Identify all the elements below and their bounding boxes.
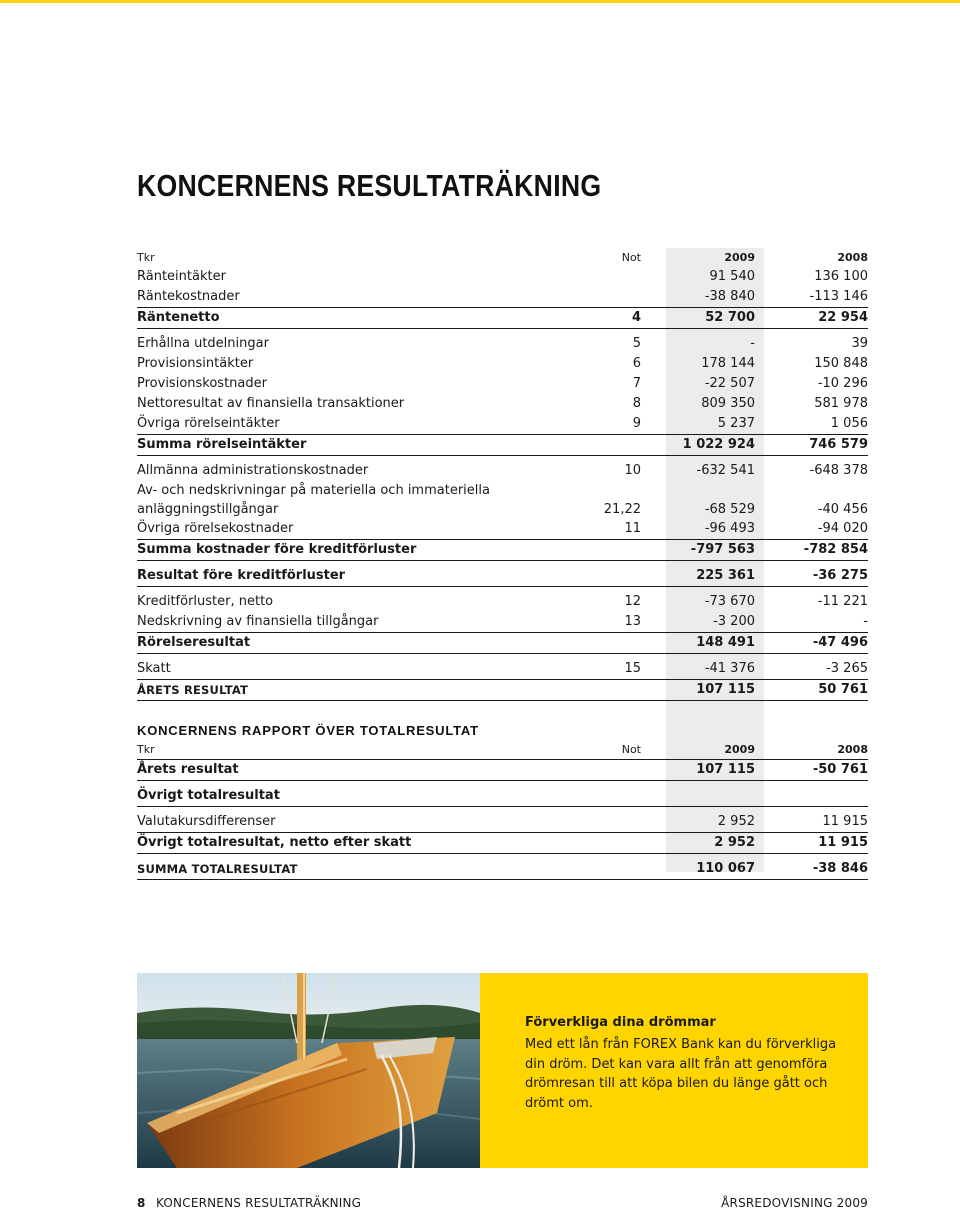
value-2009: -96 493 — [704, 521, 755, 536]
table-row — [137, 267, 868, 287]
footer-report-name: ÅRSREDOVISNING 2009 — [721, 1196, 868, 1210]
row-label: Resultat före kreditförluster — [137, 568, 346, 583]
note-ref: 21,22 — [603, 502, 641, 517]
value-2009: 1 022 924 — [682, 437, 755, 452]
note-ref: 6 — [632, 356, 641, 371]
value-2008: -94 020 — [817, 521, 868, 536]
note-ref: 9 — [632, 416, 641, 431]
subtotal-row — [137, 832, 868, 854]
table-header — [137, 741, 868, 759]
value-2009: -3 200 — [713, 614, 755, 629]
row-label: Provisionskostnader — [137, 376, 267, 391]
row-label: Nettoresultat av finansiella transaktioner — [137, 396, 405, 411]
row-label — [137, 481, 490, 519]
row-label: Summa rörelseintäkter — [137, 437, 307, 452]
sailboat-photo — [137, 973, 480, 1168]
value-2009: 178 144 — [701, 356, 755, 371]
row-label: Summa kostnader före kreditförluster — [137, 542, 417, 557]
row-label: Övriga rörelseintäkter — [137, 416, 280, 431]
section-title: KONCERNENS RAPPORT ÖVER TOTALRESULTAT — [137, 723, 479, 738]
row-label: Provisionsintäkter — [137, 356, 254, 371]
page-title: KONCERNENS RESULTATRÄKNING — [137, 168, 602, 203]
value-2008: -10 296 — [817, 376, 868, 391]
value-2009: -797 563 — [690, 542, 755, 557]
value-2008: -50 761 — [812, 762, 868, 777]
value-2008: 11 915 — [818, 835, 868, 850]
value-2008: 1 056 — [830, 416, 868, 431]
note-ref: 15 — [624, 661, 641, 676]
row-label-line-2: anläggningstillgångar — [137, 502, 279, 517]
value-2008: 136 100 — [814, 269, 868, 284]
net-result-row — [137, 679, 868, 701]
subtotal-row — [137, 539, 868, 561]
header-year-2009: 2009 — [724, 251, 755, 264]
value-2008: - — [863, 614, 868, 629]
row-label: Övrigt totalresultat — [137, 788, 280, 803]
value-2009: 107 115 — [696, 682, 755, 697]
value-2009: 91 540 — [709, 269, 755, 284]
table-row — [137, 612, 868, 632]
note-ref: 10 — [624, 463, 641, 478]
subtotal-row — [137, 632, 868, 654]
row-label: Erhållna utdelningar — [137, 336, 269, 351]
footer-section-title: KONCERNENS RESULTATRÄKNING — [156, 1196, 362, 1210]
row-label: Ränteintäkter — [137, 269, 226, 284]
table-row — [137, 287, 868, 307]
header-unit: Tkr — [137, 743, 155, 756]
subtotal-row — [137, 434, 868, 456]
table-row — [137, 461, 868, 481]
table-row — [137, 519, 868, 539]
subtotal-row — [137, 786, 868, 807]
table-row — [137, 812, 868, 832]
table-row — [137, 659, 868, 679]
row-label-line-1: Av- och nedskrivningar på materiella och immateriella — [137, 483, 490, 498]
row-label: Räntekostnader — [137, 289, 240, 304]
table-header — [137, 249, 868, 267]
note-ref: 4 — [631, 310, 641, 325]
value-2008: -782 854 — [803, 542, 868, 557]
total-result-table — [137, 741, 868, 885]
row-label: Årets resultat — [137, 762, 239, 777]
value-2009: -38 840 — [704, 289, 755, 304]
table-row — [137, 354, 868, 374]
value-2008: -36 275 — [812, 568, 868, 583]
table-row — [137, 334, 868, 354]
value-2009: -68 529 — [704, 502, 755, 517]
note-ref: 12 — [624, 594, 641, 609]
value-2009: 225 361 — [696, 568, 755, 583]
value-2009: -22 507 — [704, 376, 755, 391]
value-2009: - — [750, 336, 755, 351]
table-row — [137, 592, 868, 612]
subtotal-row — [137, 566, 868, 587]
value-2008: 150 848 — [814, 356, 868, 371]
value-2009: 110 067 — [696, 861, 755, 876]
note-ref: 13 — [624, 614, 641, 629]
value-2008: 39 — [851, 336, 868, 351]
value-2008: -47 496 — [812, 635, 868, 650]
row-label: Kreditförluster, netto — [137, 594, 274, 609]
value-2008: -38 846 — [812, 861, 868, 876]
header-year-2008: 2008 — [837, 251, 868, 264]
header-note: Not — [621, 251, 641, 264]
value-2009: 52 700 — [705, 310, 755, 325]
note-ref: 7 — [632, 376, 641, 391]
row-label: Allmänna administrationskostnader — [137, 463, 369, 478]
value-2008: 50 761 — [818, 682, 868, 697]
note-ref: 11 — [624, 521, 641, 536]
value-2008: 746 579 — [809, 437, 868, 452]
subtotal-row — [137, 307, 868, 329]
top-accent-bar — [0, 0, 960, 3]
row-label: Räntenetto — [137, 310, 220, 325]
value-2009: 2 952 — [717, 814, 755, 829]
value-2009: 107 115 — [696, 762, 755, 777]
page-number: 8 — [137, 1196, 146, 1210]
value-2008: -3 265 — [826, 661, 868, 676]
row-label: Rörelseresultat — [137, 635, 251, 650]
value-2009: 5 237 — [717, 416, 755, 431]
subtotal-row — [137, 759, 868, 781]
note-ref: 5 — [632, 336, 641, 351]
header-unit: Tkr — [137, 251, 155, 264]
table-row — [137, 394, 868, 414]
promo-body: Med ett lån från FOREX Bank kan du förverkliga din dröm. Det kan vara allt från att genomföra drömresan till att köpa bilen du länge gått och drömt om. — [525, 1037, 837, 1111]
value-2009: 148 491 — [696, 635, 755, 650]
value-2009: 2 952 — [714, 835, 755, 850]
value-2009: -41 376 — [704, 661, 755, 676]
table-row — [137, 374, 868, 394]
row-label: Valutakursdifferenser — [137, 814, 276, 829]
value-2008: 11 915 — [822, 814, 868, 829]
row-label: Nedskrivning av finansiella tillgångar — [137, 614, 379, 629]
value-2009: -632 541 — [696, 463, 755, 478]
value-2008: -40 456 — [817, 502, 868, 517]
grand-total-row — [137, 859, 868, 880]
value-2008: 581 978 — [814, 396, 868, 411]
sailboat-illustration — [137, 973, 480, 1168]
table-row — [137, 414, 868, 434]
row-label: ÅRETS RESULTAT — [137, 683, 249, 697]
value-2009: 809 350 — [701, 396, 755, 411]
row-label: Övriga rörelsekostnader — [137, 521, 294, 536]
value-2008: -113 146 — [809, 289, 868, 304]
table-row — [137, 481, 868, 519]
promo-title: Förverkliga dina drömmar — [525, 1015, 716, 1030]
value-2008: -11 221 — [817, 594, 868, 609]
income-statement-table — [137, 249, 868, 706]
promo-box — [480, 973, 868, 1168]
row-label: SUMMA TOTALRESULTAT — [137, 862, 298, 876]
header-year-2008: 2008 — [837, 743, 868, 756]
row-label: Skatt — [137, 661, 171, 676]
header-note: Not — [621, 743, 641, 756]
value-2009: -73 670 — [704, 594, 755, 609]
value-2008: 22 954 — [818, 310, 868, 325]
note-ref: 8 — [632, 396, 641, 411]
row-label: Övrigt totalresultat, netto efter skatt — [137, 835, 412, 850]
header-year-2009: 2009 — [724, 743, 755, 756]
value-2008: -648 378 — [809, 463, 868, 478]
